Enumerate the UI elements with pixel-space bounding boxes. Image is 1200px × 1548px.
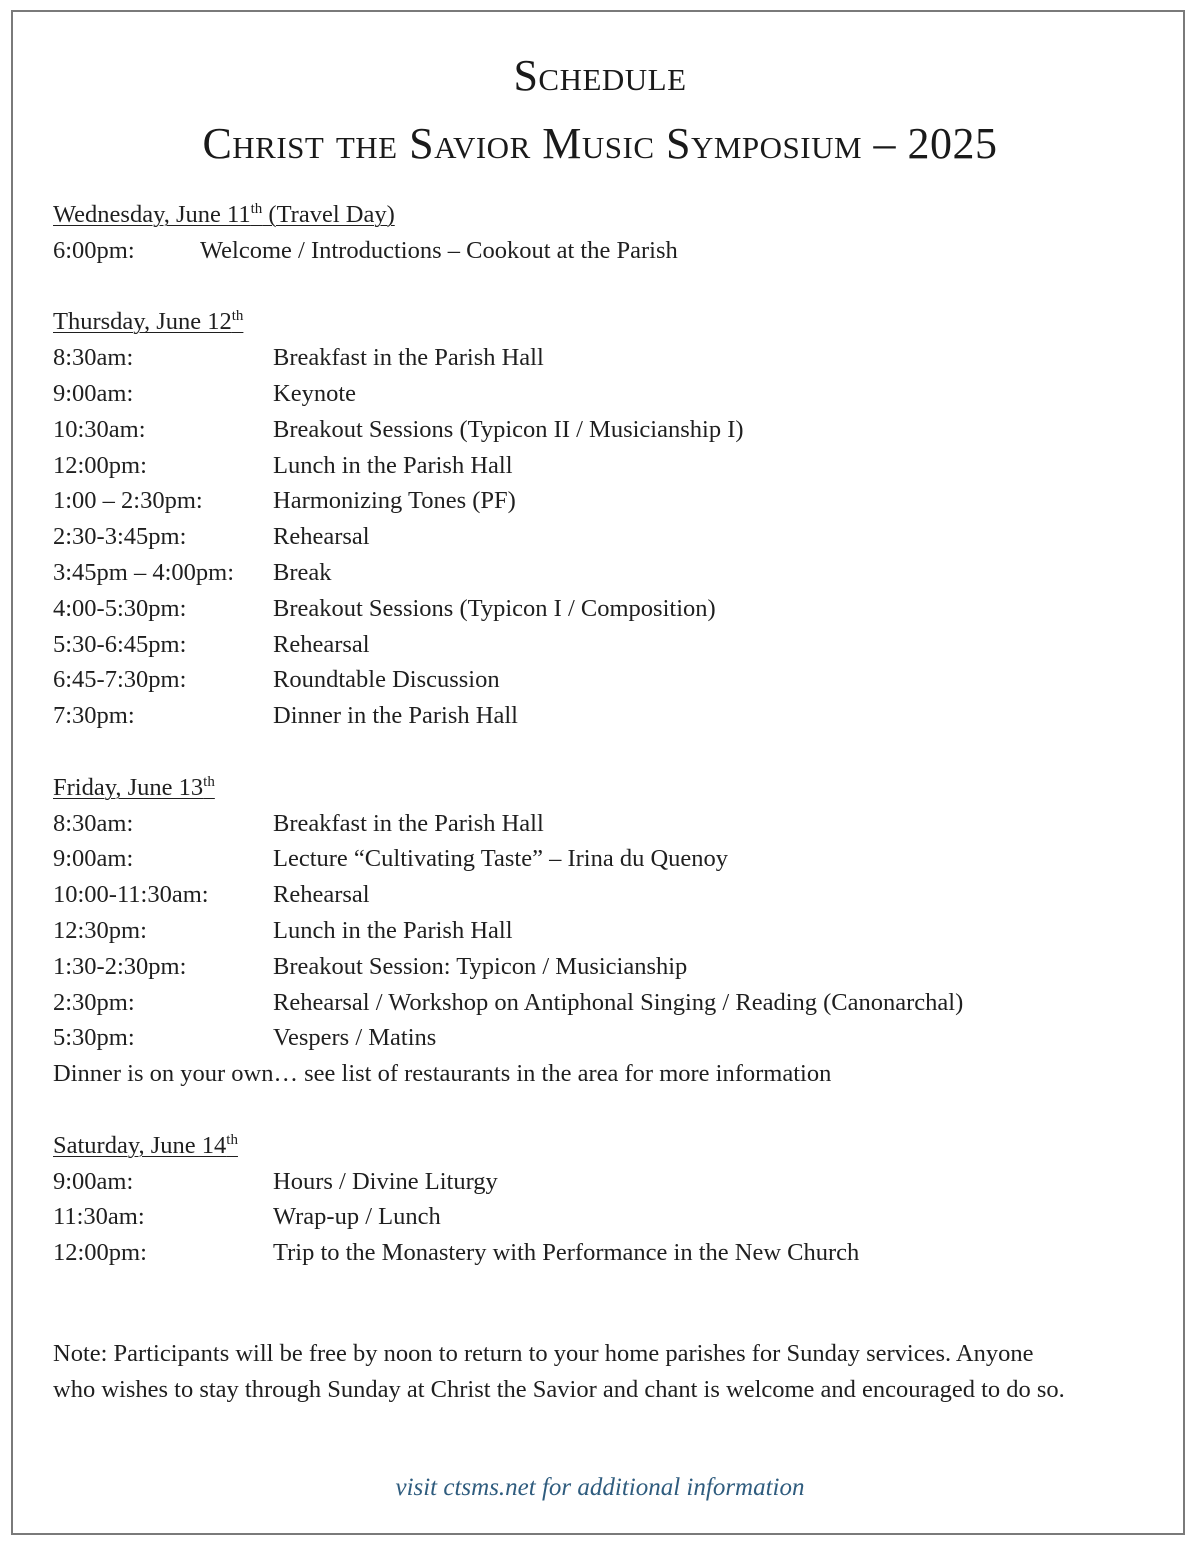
- schedule-row: [53, 806, 1173, 842]
- event: Breakout Sessions (Typicon II / Musicianship I): [273, 415, 744, 443]
- time: 9:00am:: [53, 1167, 134, 1195]
- event: Rehearsal: [273, 630, 370, 658]
- event: Break: [273, 558, 332, 586]
- schedule-row: [53, 340, 1173, 376]
- time: 12:00pm:: [53, 1239, 147, 1267]
- time: 12:30pm:: [53, 916, 147, 944]
- schedule-row: [53, 412, 1173, 448]
- page-title: Schedule: [513, 51, 687, 100]
- schedule-row: [53, 1235, 1173, 1271]
- time: 2:30pm:: [53, 988, 135, 1016]
- schedule-row: [53, 519, 1173, 555]
- time: 6:45-7:30pm:: [53, 666, 187, 694]
- event: Keynote: [273, 379, 356, 407]
- time: 8:30am:: [53, 809, 134, 837]
- schedule-row: [53, 841, 1173, 877]
- event: Vespers / Matins: [273, 1024, 437, 1052]
- schedule-row: [53, 233, 1173, 269]
- time: 10:30am:: [53, 415, 146, 443]
- day-header-wednesday: Wednesday, June 11th (Travel Day): [53, 201, 395, 228]
- event: Rehearsal: [273, 881, 370, 909]
- note-line: who wishes to stay through Sunday at Christ the Savior and chant is welcome and encouraged to do so.: [53, 1376, 1065, 1403]
- footer-link[interactable]: visit ctsms.net for additional information: [395, 1474, 805, 1501]
- time: 5:30-6:45pm:: [53, 630, 187, 658]
- time: 1:30-2:30pm:: [53, 952, 187, 980]
- event: Breakout Sessions (Typicon I / Composition): [273, 594, 716, 622]
- dinner-note: Dinner is on your own… see list of restaurants in the area for more information: [53, 1060, 832, 1088]
- schedule-row: [53, 1020, 1173, 1056]
- schedule-row: [53, 913, 1173, 949]
- schedule-row: [53, 483, 1173, 519]
- note-line: Note: Participants will be free by noon to return to your home parishes for Sunday services. Anyone: [53, 1340, 1034, 1367]
- page-subtitle: Christ the Savior Music Symposium – 2025: [202, 119, 998, 168]
- schedule-row: [53, 985, 1173, 1021]
- time: 5:30pm:: [53, 1024, 135, 1052]
- day-header-friday: Friday, June 13th: [53, 773, 215, 801]
- time: 7:30pm:: [53, 702, 135, 730]
- event: Harmonizing Tones (PF): [273, 487, 516, 515]
- day-header-thursday: Thursday, June 12th: [53, 308, 244, 336]
- schedule-row: [53, 698, 1173, 734]
- schedule: [53, 197, 1173, 1271]
- time: 12:00pm:: [53, 451, 147, 479]
- event: Rehearsal / Workshop on Antiphonal Singing / Reading (Canonarchal): [273, 988, 964, 1016]
- time: 6:00pm:: [53, 236, 135, 264]
- time: 8:30am:: [53, 344, 134, 372]
- schedule-row: [53, 662, 1173, 698]
- schedule-row: [53, 1199, 1173, 1235]
- event: Rehearsal: [273, 523, 370, 551]
- time: 1:00 – 2:30pm:: [53, 487, 203, 515]
- event: Lecture “Cultivating Taste” – Irina du Quenoy: [273, 845, 729, 873]
- day-header-saturday: Saturday, June 14th: [53, 1131, 238, 1159]
- event: Dinner in the Parish Hall: [273, 702, 518, 730]
- time: 4:00-5:30pm:: [53, 594, 187, 622]
- schedule-row: [53, 1164, 1173, 1200]
- event: Roundtable Discussion: [273, 666, 500, 694]
- schedule-row: [53, 376, 1173, 412]
- event: Breakout Session: Typicon / Musicianship: [273, 952, 688, 980]
- time: 3:45pm – 4:00pm:: [53, 558, 235, 586]
- event: Welcome / Introductions – Cookout at the Parish: [200, 236, 678, 264]
- time: 9:00am:: [53, 845, 134, 873]
- schedule-row: [53, 591, 1173, 627]
- schedule-row: [53, 448, 1173, 484]
- time: 11:30am:: [53, 1203, 145, 1231]
- event: Breakfast in the Parish Hall: [273, 809, 544, 837]
- schedule-row: [53, 877, 1173, 913]
- event: Lunch in the Parish Hall: [273, 916, 513, 944]
- event: Wrap-up / Lunch: [273, 1203, 441, 1231]
- time: 9:00am:: [53, 379, 134, 407]
- event: Hours / Divine Liturgy: [273, 1167, 498, 1195]
- participants-note: [53, 1336, 1163, 1408]
- schedule-row: [53, 949, 1173, 985]
- time: 2:30-3:45pm:: [53, 523, 187, 551]
- event: Breakfast in the Parish Hall: [273, 344, 544, 372]
- event: Trip to the Monastery with Performance in the New Church: [273, 1239, 860, 1267]
- event: Lunch in the Parish Hall: [273, 451, 513, 479]
- schedule-row: [53, 555, 1173, 591]
- time: 10:00-11:30am:: [53, 881, 209, 909]
- schedule-row: [53, 627, 1173, 663]
